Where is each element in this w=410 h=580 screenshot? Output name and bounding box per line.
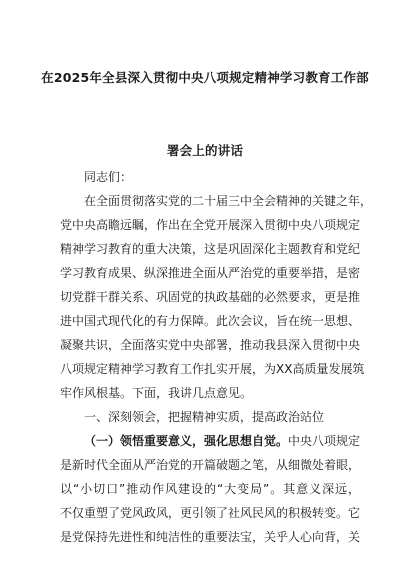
paragraph-line: 在全面贯彻落实党的二十届三中全会精神的关键之年， [84, 194, 373, 208]
paragraph-line: 党中央高瞻远瞩，作出在全党开展深入贯彻中央八项规定 [60, 218, 361, 232]
document-title-line-2: 署会上的讲话 [166, 143, 244, 158]
paragraph-line: 是新时代全面从严治党的开篇破题之笔，从细微处着眼， [60, 458, 361, 472]
section-heading: 一、深刻领会，把握精神实质，提高政治站位 [84, 410, 325, 424]
paragraph-line: 牢作风根基。下面，我讲几点意见。 [60, 386, 253, 400]
paragraph-line: 凝聚共识，全面落实党中央部署，推动我县深入贯彻中央 [60, 338, 361, 352]
paragraph-line: 进中国式现代化的有力保障。此次会议，旨在统一思想、 [60, 314, 361, 328]
paragraph-line: 学习教育成果、纵深推进全面从严治党的重要举措，是密 [60, 266, 361, 280]
subsection-heading: （一）领悟重要意义，强化思想自觉。 [84, 434, 289, 448]
paragraph-line: 八项规定精神学习教育工作扎实开展，为XX高质量发展筑 [60, 362, 365, 376]
paragraph-line: 是党保持先进性和纯洁性的重要法宝，关乎人心向背，关 [60, 530, 361, 544]
paragraph-line: 精神学习教育的重大决策，这是巩固深化主题教育和党纪 [60, 242, 361, 256]
paragraph-line: 不仅重塑了党风政风，更引领了社风民风的积极转变。它 [60, 506, 361, 520]
greeting: 同志们： [84, 170, 133, 184]
subsection-line [84, 434, 360, 448]
document-title-line-1: 在2025年全县深入贯彻中央八项规定精神学习教育工作部 [41, 70, 369, 85]
paragraph-line: 以“小切口”推动作风建设的“大变局”。其意义深远， [60, 482, 360, 496]
paragraph-line: 切党群干群关系、巩固党的执政基础的必然要求，更是推 [60, 290, 361, 304]
subsection-text: 中央八项规定 [288, 434, 361, 448]
